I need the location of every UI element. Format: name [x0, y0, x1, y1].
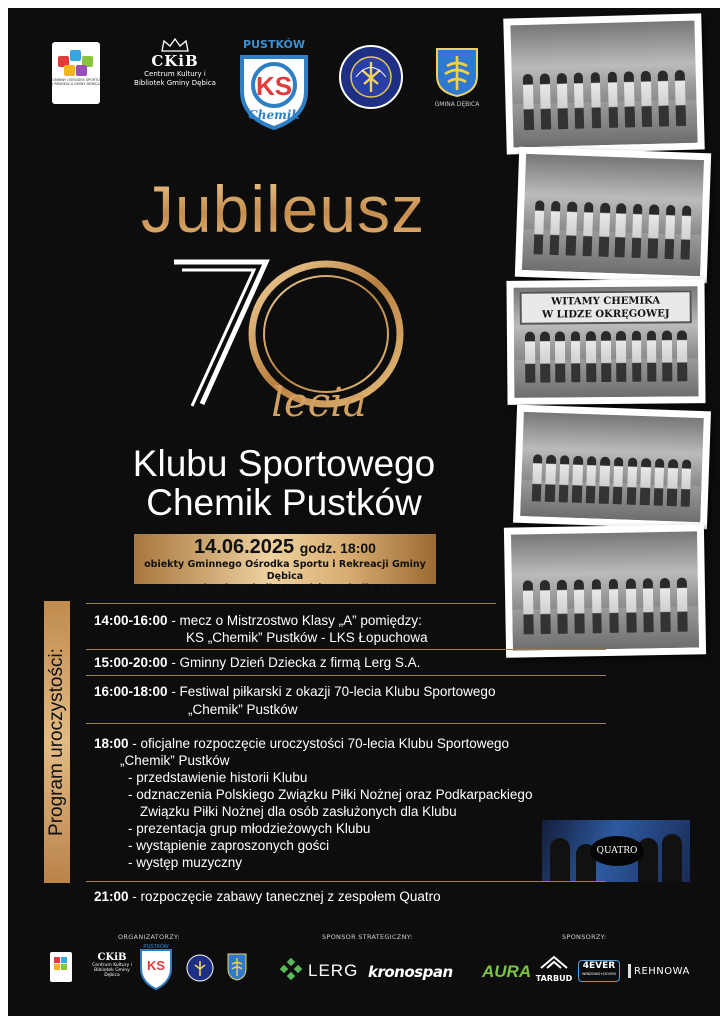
program-item-1-detail: KS „Chemik” Pustków - LKS Łopuchowa: [186, 630, 428, 645]
program-sub-1: - przedstawienie historii Klubu: [128, 770, 308, 785]
kronospan-logo: kronospan: [368, 963, 453, 981]
program-time-3: 16:00-18:00: [94, 684, 168, 699]
lerg-logo: [278, 958, 358, 984]
rehnowa-bar-icon: [628, 964, 631, 978]
quatro-logo: QUATRO: [590, 836, 644, 866]
program-text-5: - rozpoczęcie zabawy tanecznej z zespołem Quatro: [128, 889, 441, 904]
program-item-3-detail: „Chemik” Pustków: [188, 702, 298, 717]
program-label-text: Program uroczystości:: [46, 648, 67, 836]
program-time-4: 18:00: [94, 736, 129, 751]
program-sub-4: - wystąpienie zaproszonych gości: [128, 838, 330, 853]
sponsors-label: SPONSORZY:: [562, 933, 607, 941]
academy-badge-icon: [338, 44, 404, 110]
rehnowa-logo: [628, 964, 690, 978]
historic-photo-2: [515, 147, 711, 284]
strategic-sponsor-label: SPONSOR STRATEGICZNY:: [322, 933, 413, 941]
program-text-2: - Gminny Dzień Dziecka z firmą Lerg S.A.: [167, 655, 421, 670]
tarbud-text: TARBUD: [535, 974, 573, 983]
ckib-caption: Centrum Kultury i Bibliotek Gminy Dębica: [134, 70, 216, 87]
rehnowa-text: REHNOWA: [634, 965, 690, 977]
program-time-5: 21:00: [94, 889, 129, 904]
photo-banner-line-2: W LIDZE OKRĘGOWEJ: [541, 308, 670, 321]
program-sub-5: - występ muzyczny: [128, 855, 243, 870]
divider: [86, 881, 606, 882]
historic-photo-1: [503, 13, 704, 154]
program-item-2: [94, 654, 420, 671]
date-banner: [134, 534, 436, 594]
program-sub-2: - odznaczenia Polskiego Związku Piłki Nożnej oraz Podkarpackiego: [128, 787, 533, 802]
historic-photo-4: [513, 405, 711, 530]
program-item-4: [94, 735, 509, 752]
footer-ks-logo-icon: [138, 942, 174, 992]
event-date: 14.06.2025: [194, 536, 295, 558]
ckib-logo: [130, 38, 220, 88]
fourever-text: 4EVER: [582, 961, 616, 971]
footer-gosir-logo: [50, 952, 72, 982]
program-text-1: - mecz o Mistrzostwo Klasy „A” pomiędzy:: [167, 613, 422, 628]
venue-line-1: obiekty Gminnego Ośrodka Sportu i Rekreacji Gminy Dębica: [144, 559, 426, 582]
jubilee-heading: Jubileusz: [88, 171, 478, 247]
fourever-logo: [578, 960, 620, 982]
gmina-caption: GMINA DĘBICA: [434, 101, 480, 108]
aura-logo: AURA: [482, 962, 532, 981]
program-item-1: [94, 612, 422, 629]
photo-banner: [519, 291, 692, 326]
venue-line-2: w Pustkowie-Osiedlu, Pustków-Osiedla 36A.: [167, 583, 403, 594]
tarbud-logo: [534, 954, 574, 983]
footer-ckib-name: CKiB: [97, 952, 127, 963]
program-item-5: [94, 888, 441, 905]
divider: [86, 603, 496, 604]
ks-shield-icon: [234, 51, 314, 131]
ks-letters: KS: [255, 71, 293, 101]
footer-ckib-caption: Centrum Kultury i Bibliotek Gminy Dębica: [92, 963, 132, 978]
program-sub-3: - prezentacja grup młodzieżowych Klubu: [128, 821, 371, 836]
historic-photo-5: [504, 524, 706, 657]
divider: [86, 649, 606, 650]
gmina-debica-logo: [430, 46, 484, 108]
footer-ks-letters: KS: [146, 958, 166, 973]
gosir-logo: [52, 42, 100, 104]
fourever-subtext: WINDOWS+DOORS: [581, 972, 617, 976]
program-time-2: 15:00-20:00: [94, 655, 168, 670]
footer-gmina-crest-icon: [226, 952, 248, 982]
lerg-text: LERG: [308, 961, 359, 980]
program-side-label: [44, 601, 70, 883]
program-item-3: [94, 683, 495, 700]
ks-script: Chemik: [248, 108, 300, 122]
ks-top-label: PUSTKÓW: [243, 38, 305, 51]
club-name: [64, 444, 504, 522]
tarbud-roof-icon: [539, 954, 569, 970]
lecia-word: lecia: [271, 380, 367, 426]
photo-banner-line-1: WITAMY CHEMIKA: [551, 295, 661, 308]
quatro-band-photo: [542, 820, 690, 882]
organizers-label: ORGANIZATORZY:: [118, 933, 180, 941]
crown-icon: [160, 38, 190, 52]
divider: [86, 675, 606, 676]
ks-chemik-logo: [232, 38, 316, 131]
club-name-line-2: Chemik Pustków: [146, 482, 422, 523]
event-time: godz. 18:00: [299, 540, 376, 556]
program-sub-2b: Związku Piłki Nożnej dla osób zasłużonych dla Klubu: [140, 804, 457, 819]
gosir-emblem-icon: [58, 48, 94, 76]
gosir-caption: GMINNY OŚRODEK SPORTU I REKREACJI GMINY DĘBICA: [52, 78, 100, 86]
football-academy-logo: [338, 44, 404, 110]
club-name-line-1: Klubu Sportowego: [132, 443, 436, 484]
footer-ks-top: PUSTKÓW: [143, 944, 169, 950]
divider: [86, 723, 606, 724]
historic-photo-3: [506, 279, 705, 405]
lerg-diamond-icon: [278, 958, 304, 984]
program-item-4-detail: „Chemik” Pustków: [120, 753, 230, 768]
gmina-crest-icon: [434, 46, 480, 98]
program-time-1: 14:00-16:00: [94, 613, 168, 628]
ckib-name: CKiB: [151, 52, 199, 70]
poster: [8, 8, 720, 1016]
program-text-3: - Festiwal piłkarski z okazji 70-lecia Klubu Sportowego: [167, 684, 496, 699]
footer-academy-icon: [186, 954, 214, 982]
footer-ckib-logo: [86, 952, 138, 978]
program-text-4: - oficjalne rozpoczęcie uroczystości 70-lecia Klubu Sportowego: [128, 736, 509, 751]
